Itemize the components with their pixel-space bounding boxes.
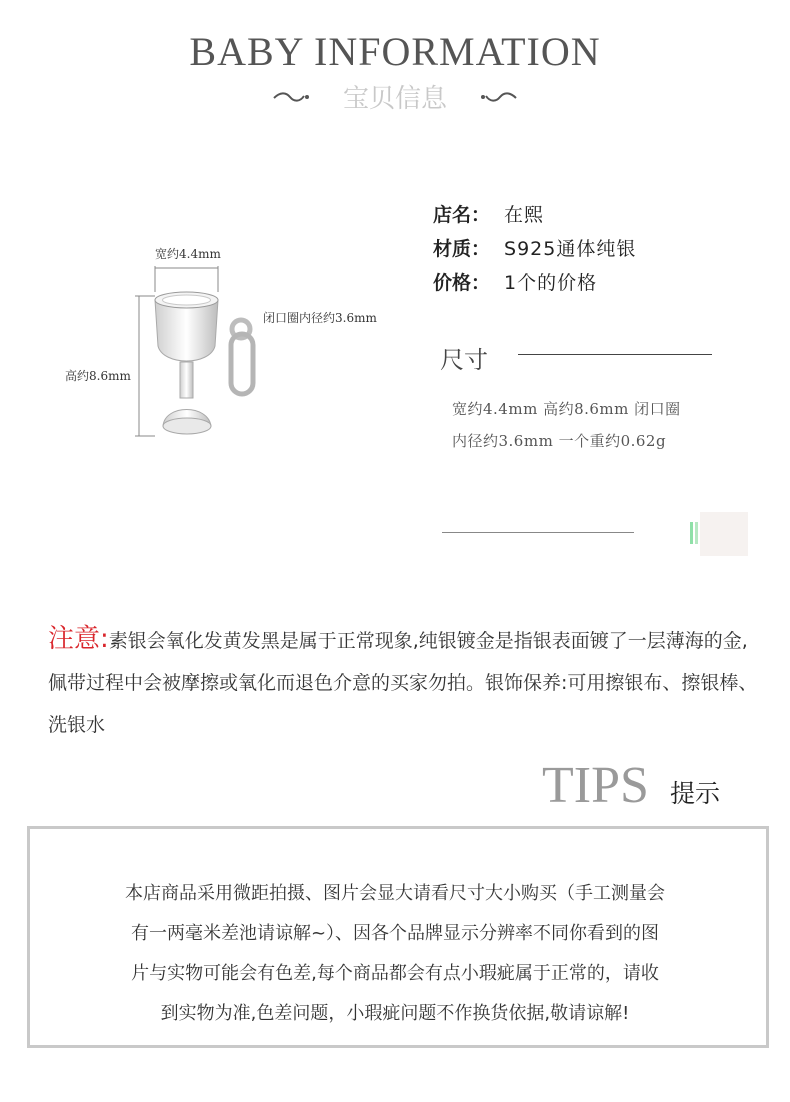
ring-label: 闭口圈内径约3.6mm <box>263 311 377 325</box>
notice-head: 注意: <box>48 624 109 654</box>
tips-text <box>55 874 735 1034</box>
section-divider <box>442 532 634 533</box>
height-label: 高约8.6mm <box>65 369 131 383</box>
tips-subtitle: 提示 <box>670 779 721 808</box>
subtitle-row <box>0 78 790 115</box>
flourish-right-icon <box>478 90 518 104</box>
tips-title: TIPS <box>542 757 649 814</box>
notice-paragraph <box>48 618 758 746</box>
tips-line: 有一两毫米差池请谅解~）、因各个品牌显示分辨率不同你看到的图 <box>130 923 660 944</box>
size-divider <box>518 354 712 355</box>
color-swatch-icon <box>690 512 748 556</box>
tips-line: 片与实物可能会有色差,每个商品都会有点小瑕疵属于正常的，请收 <box>131 963 659 984</box>
notice-body: 素银会氧化发黄发黑是属于正常现象,纯银镀金是指银表面镀了一层薄海的金,佩带过程中会被摩擦或氧化而退色介意的买家勿拍。银饰保养:可用擦银布、擦银棒、洗银水 <box>48 630 758 736</box>
product-image <box>55 236 415 446</box>
tips-line: 到实物为准,色差问题，小瑕疵问题不作换货依据,敬请谅解! <box>160 1003 630 1024</box>
page-title: BABY INFORMATION <box>189 29 601 74</box>
info-price: 价格： 1个的价格 <box>433 272 598 294</box>
width-label: 宽约4.4mm <box>155 247 221 261</box>
size-line-2: 内径约3.6mm 一个重约0.62g <box>452 432 667 450</box>
flourish-left-icon <box>272 90 312 104</box>
page-subtitle: 宝贝信息 <box>342 84 447 114</box>
size-title: 尺寸 <box>440 346 488 374</box>
info-material: 材质： S925通体纯银 <box>433 238 637 260</box>
size-line-1: 宽约4.4mm 高约8.6mm 闭口圈 <box>452 400 681 418</box>
tips-line: 本店商品采用微距拍摄、图片会显大请看尺寸大小购买（手工测量会 <box>125 883 665 904</box>
info-store: 店名： 在熙 <box>433 204 545 226</box>
